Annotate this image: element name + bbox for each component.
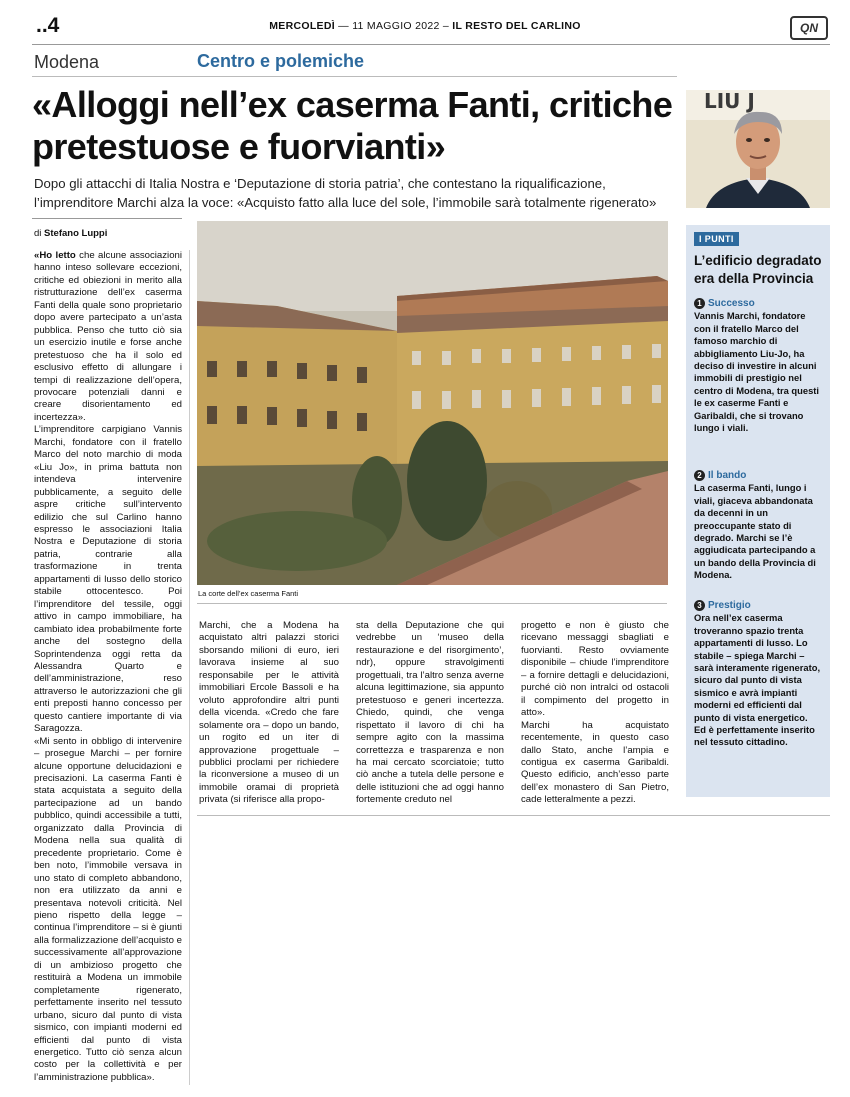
caption-divider xyxy=(197,603,667,604)
portrait-photo xyxy=(686,90,830,208)
page-number: ..4 xyxy=(36,14,60,37)
paragraph-text: che alcune associazioni hanno inteso sollevare eccezioni, critiche ed obiezioni in merito alla ristrutturazione dell’ex caserma Fanti della quale sono proprietario dopo avere partecipato a un’asta pubblica. Penso che tutto ciò sia un esercizio inutile e forse anche pretestuoso che ha il solo ed esclusivo effetto di allungare i tempi di realizzazione dell’opera, provocare potenziali danni e creare disorientamento ed incertezza». xyxy=(34,250,182,423)
key-point-heading xyxy=(694,298,822,310)
key-point-item xyxy=(694,600,822,749)
paragraph: «Mi sento in obbligo di intervenire – prosegue Marchi – per fornire alcune opportune delucidazioni e precisazioni. La caserma Fanti è stata acquistata a seguito della partecipazione ad un bando pubblico, quindi accessibile a tutti, organizzato dalla Provincia di Modena nella sua qualità di precedente proprietario. Come è ben noto, l’immobile versava in uno stato di completo abbandono, non era utilizzato da anni e presentava notevoli criticità. Nel pieno rispetto della legge – continua l’imprenditore – si è giunti alla formalizzazione dell’acquisto e successivamente all’approvazione di un ambizioso progetto che restituirà a Modena un immobile completamente rigenerato, perfettamente inserito nel tessuto urbano, sicuro dal punto di vista sismico, con impianti moderni ed efficienti dal punto di vista energetico. Tutto ciò senza alcun costo per la collettività e per l’amministrazione pubblica». xyxy=(34,735,182,1083)
key-point-text: Ora nell’ex caserma troveranno spazio trenta appartamenti di lusso. Lo stabile – spiega Marchi – sarà interamente rigenerato, sicuro dal punto di vista sismico e avrà impianti moderni ed efficienti dal punto di vista energetico. Ed è perfettamente inserito nel tessuto cittadino. xyxy=(694,612,821,748)
key-point-heading-text: Il bando xyxy=(708,470,747,481)
key-point-heading xyxy=(694,470,822,482)
byline-author: Stefano Luppi xyxy=(44,228,108,239)
masthead-day: MERCOLEDÌ xyxy=(269,20,335,32)
number-badge: 1 xyxy=(694,298,705,309)
lead-in: «Ho letto xyxy=(34,250,76,261)
article-column-3 xyxy=(356,620,504,807)
key-point-heading-text: Successo xyxy=(708,298,755,309)
masthead-dash: — xyxy=(338,20,353,32)
key-point-item xyxy=(694,470,822,582)
key-point-item xyxy=(694,298,822,434)
key-points-tag: I PUNTI xyxy=(694,232,739,246)
section-label: Modena xyxy=(34,52,100,72)
article-column-2 xyxy=(199,620,339,807)
photo-caption: La corte dell’ex caserma Fanti xyxy=(198,589,299,598)
article-subhead: Dopo gli attacchi di Italia Nostra e ‘Deputazione di storia patria’, che contestano la riqualificazione, l’imprenditore Marchi alza la voce: «Acquisto fatto alla luce del sole, l’immobile sarà totalmente rigenerato» xyxy=(34,176,657,210)
key-point-heading xyxy=(694,600,822,612)
key-point-heading-text: Prestigio xyxy=(708,600,751,611)
paragraph: sta della Deputazione che qui vedrebbe un ‘museo della restaurazione e del risorgimento’, ndr), oppure stravolgimenti progettuali, tra l’altro senza averne alcuna legittimazione, sia appunto pretestuoso e generi incertezza. Chiedo, quindi, che venga rispettato il lavoro di chi ha sempre agito con la massima correttezza e trasparenza e non ha mai cercato scorciatoie; tutto ciò anche a tutela delle persone e delle istituzioni che ad oggi hanno fortemente creduto nel xyxy=(356,620,504,806)
key-point-text: La caserma Fanti, lungo i viali, giaceva abbandonata da decenni in un preoccupante stato di degrado. Marchi se l’è aggiudicata partecipando a un bando della Provincia di Modena. xyxy=(694,482,816,581)
key-points-title: L’edificio degradato era della Provincia xyxy=(694,253,822,286)
article-column-4 xyxy=(521,620,669,807)
byline-divider xyxy=(32,218,182,219)
kicker-label: Centro e polemiche xyxy=(197,51,365,71)
byline xyxy=(34,228,107,239)
paragraph: Marchi, che a Modena ha acquistato altri palazzi storici sborsando milioni di euro, ieri lavorava insieme al suo responsabile per le attività immobiliari Ercole Bassoli e ha voluto approfondire altri punti della vicenda. «Credo che fare solamente ora – dopo un bando, un rogito ed un iter di approvazione progettuale – pubblici proclami per richiedere la riconversione a museo di un immobile oramai di proprietà privata (si riferisce alla propo- xyxy=(199,620,339,806)
column-divider xyxy=(189,250,190,1085)
number-badge: 3 xyxy=(694,600,705,611)
masthead-date: 11 MAGGIO 2022 xyxy=(352,20,440,32)
masthead-paper: IL RESTO DEL CARLINO xyxy=(452,20,581,32)
svg-text:LIU J: LIU J xyxy=(704,90,755,113)
bottom-divider xyxy=(197,815,830,816)
key-point-text: Vannis Marchi, fondatore con il fratello Marco del famoso marchio di abbigliamento Liu-Jo, ha deciso di investire in alcuni immobili di prestigio nel centro di Modena, tra questi le ex caserme Fanti e Garibaldi, che si trovano lungo i viali. xyxy=(694,310,820,434)
paragraph xyxy=(34,250,182,424)
paragraph: progetto e non è giusto che ricevano messaggi sbagliati e fuorvianti. Resto ovviamente disponibile – chiude l’imprenditore – a fornire dettagli e delucidazioni, purché ciò non intralci od ostacoli il compimento del progetto in atto». xyxy=(521,620,669,719)
article-column-1 xyxy=(34,250,182,1084)
byline-prefix: di xyxy=(34,228,42,239)
paragraph: L’imprenditore carpigiano Vannis Marchi, fondatore con il fratello Marco del noto marchio di moda «Liu Jo», in prima battuta non intendeva intervenire pubblicamente, a seguito delle aspre critiche sull’intervento edilizio che sul Carlino hanno espresso le associazioni Italia Nostra e Deputazione di storia patria, contrarie alla trasformazione in trenta appartamenti di lusso dello storico stabile ottocentesco. Poi l’imprenditore del tessile, oggi attivo in campo immobiliare, ha cambiato idea probabilmente forte anche del sostegno della Soprintendenza oggi retta da Alessandra Quarto e dell’amministrazione, reso attraverso le autorizzazioni che gli enti preposti hanno concesso per questo cantiere importante di via Saragozza. xyxy=(34,424,182,735)
article-headline: «Alloggi nell’ex caserma Fanti, critiche pretestuose e fuorvianti» xyxy=(32,84,673,167)
number-badge: 2 xyxy=(694,470,705,481)
masthead-dash: – xyxy=(442,20,453,32)
header-divider xyxy=(32,44,830,45)
section-divider xyxy=(32,76,677,77)
courtyard-photo xyxy=(197,221,668,585)
paragraph: Marchi ha acquistato recentemente, in questo caso dallo Stato, anche l’ampia e contigua ex caserma Garibaldi. Questo edificio, anch’esso parte dell’ex monastero di San Pietro, cade letteralmente a pezzi. xyxy=(521,719,669,806)
masthead xyxy=(0,20,850,32)
qn-logo: QN xyxy=(790,16,828,40)
